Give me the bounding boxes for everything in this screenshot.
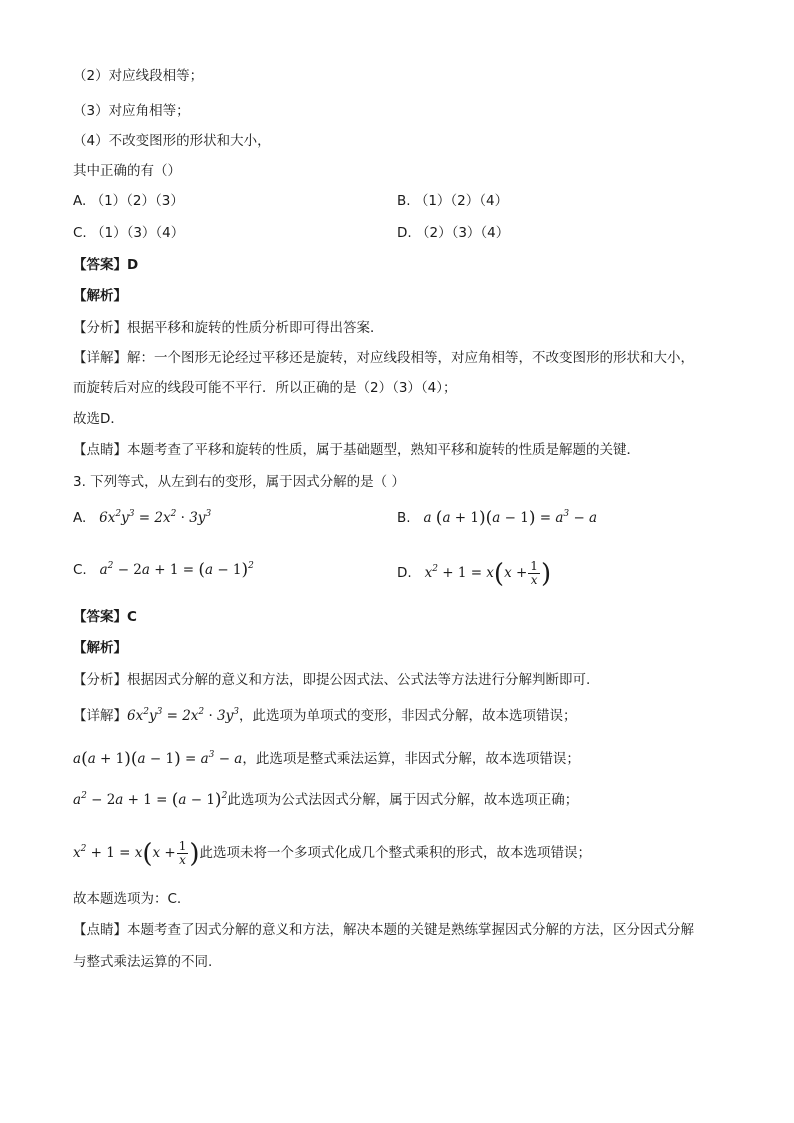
q2-item-3: （3）对应角相等；: [73, 103, 190, 119]
q3-option-b: [397, 508, 597, 528]
q3-option-d: [397, 560, 551, 587]
q2-fenxi: 【分析】根据平移和旋转的性质分析即可得出答案．: [73, 320, 384, 336]
q3-fenxi: 【分析】根据因式分解的意义和方法，即提公因式法、公式法等方法进行分解判断即可.: [73, 672, 591, 688]
q3-detail-b: [73, 749, 580, 769]
q3-dianjing-line-2: 与整式乘法运算的不同.: [73, 954, 213, 970]
q2-dianjing: 【点睛】本题考查了平移和旋转的性质，属于基础题型，熟知平移和旋转的性质是解题的关键．: [73, 442, 640, 458]
q3-option-c-label: C.: [73, 562, 87, 578]
q3-analysis-heading: 【解析】: [73, 640, 127, 656]
q3-option-b-formula: a $(a + 1)(a - 1) = a^3 - a$: [414, 508, 598, 528]
q3-detail-c-comment: 此选项为公式法因式分解，属于因式分解，故本选项正确；: [227, 792, 579, 808]
q3-detail-d-formula: $x^2 + 1 = x(x$ + $\frac{1}{x}$ ): [73, 839, 200, 869]
q2-option-b: B. （1）（2）（4）: [397, 193, 509, 209]
q3-stem: 3. 下列等式，从左到右的变形，属于因式分解的是（ ）: [73, 474, 405, 490]
q3-detail-b-formula: $a(a + 1)(a - 1) = a^3 - a$: [73, 749, 243, 769]
q3-xiangjie-label: 【详解】: [73, 708, 127, 724]
q2-item-4: （4）不改变图形的形状和大小，: [73, 133, 271, 149]
q2-stem-end: 其中正确的有（）: [73, 163, 181, 179]
q2-xiangjie-line-1: 【详解】解：一个图形无论经过平移还是旋转，对应线段相等，对应角相等，不改变图形的形状和大小，: [73, 350, 694, 366]
q2-item-2: （2）对应线段相等；: [73, 68, 204, 84]
q2-option-a: A. （1）（2）（3）: [73, 193, 184, 209]
q2-analysis-heading: 【解析】: [73, 288, 127, 304]
q2-conclusion: 故选D．: [73, 411, 124, 427]
q3-dianjing-line-1: 【点睛】本题考查了因式分解的意义和方法，解决本题的关键是熟练掌握因式分解的方法，区分因式分解: [73, 922, 694, 938]
q3-detail-a: [73, 706, 576, 726]
q3-answer: 【答案】C: [73, 609, 137, 625]
q3-detail-d: [73, 840, 591, 867]
q3-detail-a-comment: ，此选项为单项式的变形，非因式分解，故本选项错误；: [238, 708, 577, 724]
q3-detail-c-formula: $a^2 - 2a + 1 = (a - 1)^2$: [73, 790, 228, 810]
q3-option-a-label: A.: [73, 510, 87, 526]
q2-answer: 【答案】D: [73, 257, 139, 273]
q3-option-d-label: D.: [397, 565, 412, 581]
q3-detail-c: [73, 790, 578, 810]
q3-option-c: [73, 560, 254, 580]
q3-option-a: [73, 508, 211, 528]
q3-option-a-formula: $6x^2y^3 = 2x^2 \cdot 3y^3$: [90, 509, 212, 526]
q3-option-b-label: B.: [397, 510, 411, 526]
q2-option-d: D. （2）（3）（4）: [397, 225, 510, 241]
q2-xiangjie-line-2: 而旋转后对应的线段可能不平行．所以正确的是（2）（3）（4）；: [73, 380, 457, 396]
q3-conclusion: 故本题选项为：C.: [73, 891, 182, 907]
q3-option-d-formula: $x^2 + 1 = x(x$ + $\frac{1}{x}$ ): [415, 559, 552, 589]
q3-option-c-formula: $a^2 - 2a + 1 = (a - 1)^2$: [91, 560, 254, 580]
q3-detail-b-comment: ，此选项是整式乘法运算，非因式分解，故本选项错误；: [242, 751, 580, 767]
q3-detail-d-comment: 此选项未将一个多项式化成几个整式乘积的形式，故本选项错误；: [199, 845, 592, 861]
q2-option-c: C. （1）（3）（4）: [73, 225, 185, 241]
q3-detail-a-formula: $6x^2y^3 = 2x^2 \cdot 3y^3$: [127, 707, 239, 724]
